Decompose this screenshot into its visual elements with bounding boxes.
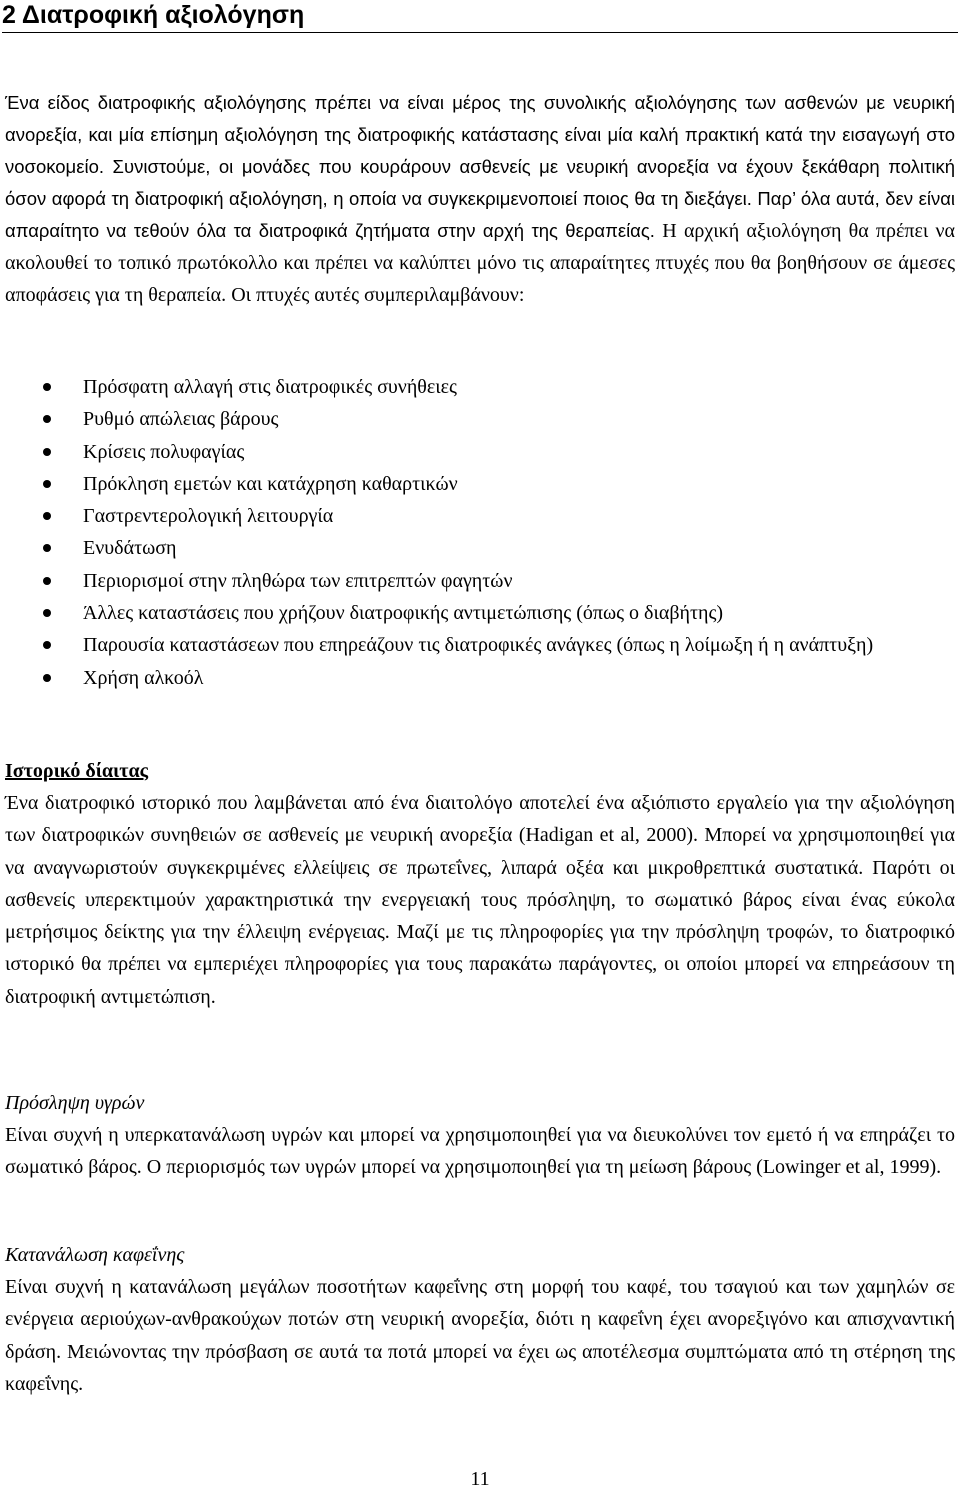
diet-history-title: Ιστορικό δίαιτας bbox=[5, 760, 149, 782]
bullet-icon bbox=[43, 512, 51, 520]
fluid-intake-paragraph: Είναι συχνή η υπερκατανάλωση υγρών και μπορεί να χρησιμοποιηθεί για να διευκολύνει τον εμετό ή να επηράζει το σωματικό βάρος. Ο περιορισμός των υγρών μπορεί να χρησιμοποιηθεί για τη μείωση βάρους (Lowinger et al, 1999). bbox=[5, 1124, 955, 1179]
page-number: 11 bbox=[470, 1468, 490, 1490]
list-item: Πρόσφατη αλλαγή στις διατροφικές συνήθειες bbox=[5, 371, 955, 403]
bullet-icon bbox=[43, 674, 51, 682]
list-item: Γαστρεντερολογική λειτουργία bbox=[5, 500, 955, 532]
aspects-list bbox=[5, 371, 955, 694]
intro-part-2: Η αρχική αξιολόγηση θα πρέπει να ακολουθεί το τοπικό πρωτόκολλο και πρέπει να καλύπτει μόνο τις απαραίτητες πτυχές που θα βοηθήσουν σε άμεσες αποφάσεις για τη θεραπεία. bbox=[5, 220, 955, 306]
diet-history-paragraph: Ένα διατροφικό ιστορικό που λαμβάνεται από ένα διαιτολόγο αποτελεί ένα αξιόπιστο εργαλείο για την αξιολόγηση των διατροφικών συνηθειών σε ασθενείς με νευρική ανορεξία (Hadigan et al, 2000). Μπορεί να χρησιμοποιηθεί για να αναγνωριστούν συγκεκριμένες ελλείψεις σε πρωτεΐνες, λιπαρά οξέα και μικροθρεπτικά συστατικά. Παρότι οι ασθενείς υπερεκτιμούν χαρακτηριστικά την ενεργειακή τους πρόσληψη, το σωματικό βάρος είναι ένας εύκολα μετρήσιμος δείκτης για την έλλειψη ενέργειας. Μαζί με τις πληροφορίες για την πρόσληψη τροφών, το διατροφικό ιστορικό θα πρέπει να εμπεριέχει πληροφορίες για τους παρακάτω παράγοντες, οι οποίοι μπορεί να επηρεάσουν τη διατροφική αντιμετώπιση. bbox=[5, 792, 955, 1008]
section-heading: 2 Διατροφική αξιολόγηση bbox=[2, 0, 958, 33]
list-item: Παρουσία καταστάσεων που επηρεάζουν τις διατροφικές ανάγκες (όπως η λοίμωξη ή η ανάπτυξη) bbox=[5, 629, 955, 661]
intro-paragraph bbox=[5, 87, 955, 311]
intro-part-1: Ένα είδος διατροφικής αξιολόγησης πρέπει να είναι μέρος της συνολικής αξιολόγησης των ασθενών με νευρική ανορεξία, και μία επίσημη αξιολόγηση της διατροφικής κατάστασης είναι μία καλή πρακτική κατά την εισαγωγή στο νοσοκομείο. Συνιστούμε, οι μονάδες που κουράρουν ασθενείς με νευρική ανορεξία να έχουν ξεκάθαρη πολιτική όσον αφορά τη διατροφική αξιολόγηση, η οποία να συγκεκριμενοποιεί ποιος θα τη διεξάγει. Παρ’ όλα αυτά, δεν είναι απαραίτητο να τεθούν όλα τα διατροφικά ζητήματα στην αρχή της θεραπείας. bbox=[5, 92, 955, 241]
bullet-icon bbox=[43, 448, 51, 456]
list-item: Χρήση αλκοόλ bbox=[5, 662, 955, 694]
list-item: Κρίσεις πολυφαγίας bbox=[5, 436, 955, 468]
bullet-icon bbox=[43, 641, 51, 649]
intro-part-3: Οι πτυχές αυτές συμπεριλαμβάνουν: bbox=[231, 284, 525, 306]
caffeine-title: Κατανάλωση καφεΐνης bbox=[5, 1244, 185, 1266]
bullet-icon bbox=[43, 415, 51, 423]
bullet-icon bbox=[43, 609, 51, 617]
list-item: Ενυδάτωση bbox=[5, 532, 955, 564]
bullet-icon bbox=[43, 383, 51, 391]
bullet-icon bbox=[43, 480, 51, 488]
list-item: Άλλες καταστάσεις που χρήζουν διατροφικής αντιμετώπισης (όπως ο διαβήτης) bbox=[5, 597, 955, 629]
list-item: Περιορισμοί στην πληθώρα των επιτρεπτών φαγητών bbox=[5, 565, 955, 597]
bullet-icon bbox=[43, 544, 51, 552]
list-item: Ρυθμό απώλειας βάρους bbox=[5, 403, 955, 435]
caffeine-paragraph: Είναι συχνή η κατανάλωση μεγάλων ποσοτήτων καφεΐνης στη μορφή του καφέ, του τσαγιού και των χαμηλών σε ενέργεια αεριούχων-ανθρακούχων ποτών στη νευρική ανορεξία, διότι η καφεΐνη έχει ανορεξιγόνο και απισχναντική δράση. Μειώνοντας την πρόσβαση σε αυτά τα ποτά μπορεί να έχει ως αποτέλεσμα συμπτώματα από τη στέρηση της καφεΐνης. bbox=[5, 1276, 955, 1395]
list-item: Πρόκληση εμετών και κατάχρηση καθαρτικών bbox=[5, 468, 955, 500]
fluid-intake-title: Πρόσληψη υγρών bbox=[5, 1092, 145, 1114]
bullet-icon bbox=[43, 577, 51, 585]
